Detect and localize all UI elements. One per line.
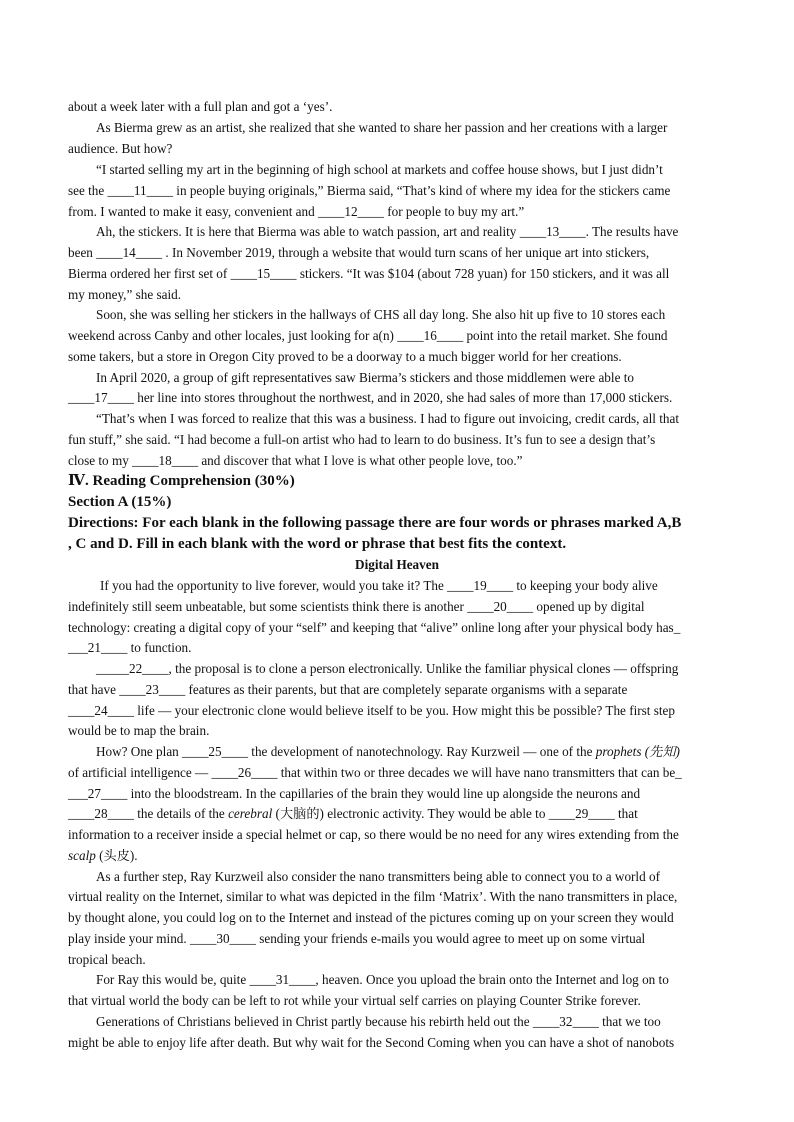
text-line: “That’s when I was forced to realize that this was a business. I had to figure out invoicing, credit cards, all that bbox=[96, 411, 679, 426]
text-line: tropical beach. bbox=[68, 952, 146, 967]
section-heading: Ⅳ. Reading Comprehension (30%) bbox=[68, 473, 295, 489]
text-line: If you had the opportunity to live forever, would you take it? The ____19____ to keeping your body alive bbox=[100, 578, 658, 593]
italic-term: prophets (先知) bbox=[595, 744, 680, 759]
text-line: Bierma ordered her first set of ____15____ stickers. “It was $104 (about 728 yuan) for 150 stickers, and it was all bbox=[68, 266, 670, 281]
text-line bbox=[68, 806, 638, 822]
text-line: ___27____ into the bloodstream. In the capillaries of the brain they would line up alongside the neurons and bbox=[68, 786, 641, 801]
text-segment: ____28____ the details of the bbox=[68, 806, 229, 821]
italic-term: cerebral bbox=[228, 806, 273, 821]
text-line: _____22____, the proposal is to clone a person electronically. Unlike the familiar physical clones — offspring bbox=[96, 661, 679, 676]
section-subheading: Section A (15%) bbox=[68, 494, 172, 510]
directions-line: , C and D. Fill in each blank with the word or phrase that best fits the context. bbox=[68, 536, 567, 552]
text-line: been ____14____ . In November 2019, through a website that would turn scans of her unique art into stickers, bbox=[68, 245, 650, 260]
text-line: might be able to enjoy life after death. But why wait for the Second Coming when you can have a shot of nanobots bbox=[68, 1035, 675, 1050]
passage-title: Digital Heaven bbox=[355, 557, 439, 572]
text-line bbox=[68, 848, 138, 864]
text-line: ____24____ life — your electronic clone would believe itself to be you. How might this be possible? The first step bbox=[68, 703, 675, 718]
italic-term: scalp bbox=[68, 848, 96, 863]
text-line: that virtual world the body can be left to rot while your virtual self carries on playing Counter Strike forever. bbox=[68, 993, 641, 1008]
text-line: For Ray this would be, quite ____31____, heaven. Once you upload the brain onto the Internet and log on to bbox=[96, 972, 669, 987]
directions-line: Directions: For each blank in the following passage there are four words or phrases marked A,B bbox=[68, 515, 682, 531]
text-line: indefinitely still seem unbeatable, but some scientists think there is another ____20____ opened up by digital bbox=[68, 599, 645, 614]
text-line: Ah, the stickers. It is here that Bierma was able to watch passion, art and reality ____13____. The results have bbox=[96, 224, 679, 239]
text-line: some takers, but a store in Oregon City proved to be a doorway to a much bigger world for her creations. bbox=[68, 349, 622, 364]
text-line: audience. But how? bbox=[68, 141, 173, 156]
text-line: that have ____23____ features as their parents, but that are completely separate organisms with a separate bbox=[68, 682, 628, 697]
text-line: about a week later with a full plan and got a ‘yes’. bbox=[68, 99, 333, 114]
text-segment: (头皮). bbox=[95, 848, 138, 863]
text-line: from. I wanted to make it easy, convenient and ____12____ for people to buy my art.” bbox=[68, 204, 525, 219]
text-segment: (大脑的) electronic activity. They would be able to ____29____ that bbox=[272, 806, 638, 821]
text-line: weekend across Canby and other locales, just looking for a(n) ____16____ point into the retail market. She found bbox=[68, 328, 668, 343]
text-line: Soon, she was selling her stickers in the hallways of CHS all day long. She also hit up five to 10 stores each bbox=[96, 307, 666, 322]
text-line: information to a receiver inside a special helmet or cap, so there would be no need for any wires extending from the bbox=[68, 827, 679, 842]
text-line bbox=[96, 744, 680, 760]
text-line: In April 2020, a group of gift representatives saw Bierma’s stickers and those middlemen were able to bbox=[96, 370, 634, 385]
text-line: my money,” she said. bbox=[68, 287, 182, 302]
text-line: As a further step, Ray Kurzweil also consider the nano transmitters being able to connect you to a world of bbox=[96, 869, 660, 884]
text-line: by thought alone, you could log on to the Internet and instead of the pictures coming up on your screen they would bbox=[68, 910, 674, 925]
text-line: of artificial intelligence — ____26____ that within two or three decades we will have nano transmitters that can be_ bbox=[68, 765, 682, 780]
text-line: ____17____ her line into stores throughout the northwest, and in 2020, she had sales of more than 17,000 stickers. bbox=[68, 390, 673, 405]
text-line: Generations of Christians believed in Christ partly because his rebirth held out the ____32____ that we too bbox=[96, 1014, 661, 1029]
text-line: “I started selling my art in the beginning of high school at markets and coffee house shows, but I just didn’t bbox=[96, 162, 663, 177]
text-line: fun stuff,” she said. “I had become a full-on artist who had to learn to do business. It’s fun to see a design that’s bbox=[68, 432, 656, 447]
text-line: play inside your mind. ____30____ sending your friends e-mails you would agree to meet up on some virtual bbox=[68, 931, 646, 946]
text-line: would be to map the brain. bbox=[68, 723, 210, 738]
text-line: see the ____11____ in people buying originals,” Bierma said, “That’s kind of where my idea for the stickers came bbox=[68, 183, 671, 198]
text-line: virtual reality on the Internet, similar to what was depicted in the film ‘Matrix’. With the nano transmitters in place, bbox=[68, 889, 678, 904]
text-line: close to my ____18____ and discover that what I love is what other people love, too.” bbox=[68, 453, 523, 468]
text-line: As Bierma grew as an artist, she realized that she wanted to share her passion and her creations with a larger bbox=[96, 120, 668, 135]
text-line: technology: creating a digital copy of your “self” and keeping that “alive” online long after your physical body has_ bbox=[68, 620, 681, 635]
text-segment: How? One plan ____25____ the development of nanotechnology. Ray Kurzweil — one of the bbox=[96, 744, 596, 759]
text-line: ___21____ to function. bbox=[68, 640, 192, 655]
